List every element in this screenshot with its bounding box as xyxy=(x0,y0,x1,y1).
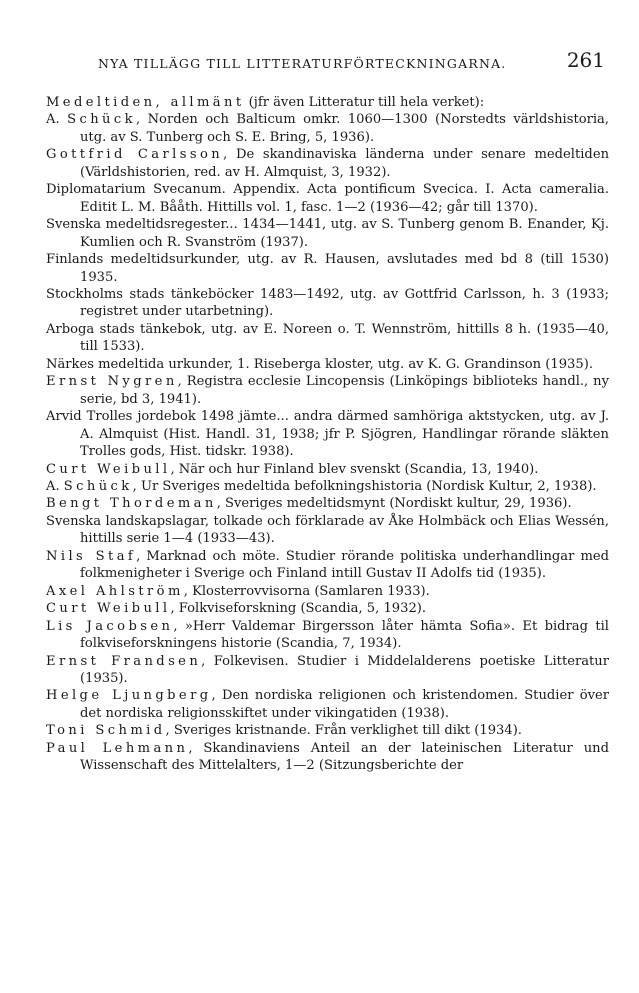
bibliography-entry: Paul Lehmann, Skandinaviens Anteil an der lateinischen Literatur und Wissenschaft des Mittelalters, 1—2 (Sitzungsberichte der xyxy=(46,740,609,774)
bibliography-entry: Helge Ljungberg, Den nordiska religionen och kristendomen. Studier över det nordiska religionsskiftet under vikingatiden (1938). xyxy=(46,688,609,721)
bibliography-list xyxy=(46,94,609,775)
author-name: Bengt Thordeman xyxy=(46,496,217,512)
author-name: Schück xyxy=(67,112,136,128)
running-title: NYA TILLÄGG TILL LITTERATURFÖRTECKNINGARNA. xyxy=(98,56,507,71)
bibliography-entry: Svenska landskapslagar, tolkade och förklarade av Åke Holmbäck och Elias Wessén, hittills serie 1—4 (1933—43). xyxy=(46,513,609,547)
bibliography-entry: Ernst Frandsen, Folkevisen. Studier i Middelalderens poetiske Litteratur (1935). xyxy=(46,653,609,686)
bibliography-entry: Svenska medeltidsregester... 1434—1441, utg. av S. Tunberg genom B. Enander, Kj. Kumlien och R. Svanström (1937). xyxy=(46,217,609,250)
bibliography-entry: Bengt Thordeman, Sveriges medeltidsmynt (Nordiskt kultur, 29, 1936). xyxy=(46,496,572,512)
bibliography-entry: Curt Weibull, När och hur Finland blev svenskt (Scandia, 13, 1940). xyxy=(46,461,539,477)
bibliography-entry: Curt Weibull, Folkviseforskning (Scandia, 5, 1932). xyxy=(46,601,427,617)
bibliography-entry: Nils Staf, Marknad och möte. Studier rörande politiska underhandlingar med folkmenigheter i Sverige och Finland intill Gustav II Adolfs tid (1935). xyxy=(46,548,609,582)
author-name: Nils Staf xyxy=(46,548,137,564)
section-heading: Medeltiden, allmänt xyxy=(46,95,245,110)
bibliography-entry: Stockholms stads tänkeböcker 1483—1492, utg. av Gottfrid Carlsson, h. 3 (1933; registret under utarbetning). xyxy=(46,286,609,320)
author-name: Axel Ahlström xyxy=(46,583,184,599)
bibliography-entry: Ernst Nygren, Registra ecclesie Lincopensis (Linköpings biblioteks handl., ny serie, bd 3, 1941). xyxy=(46,374,609,407)
bibliography-entry: Arvid Trolles jordebok 1498 jämte... andra därmed samhöriga aktstycken, utg. av J. A. Almquist (Hist. Handl. 31, 1938; jfr P. Sjögren, Handlingar rörande släkten Trolles gods, Hist. tidskr. 1938). xyxy=(46,409,609,460)
bibliography-entry: Arboga stads tänkebok, utg. av E. Noreen o. T. Wennström, hittills 8 h. (1935—40, till 1533). xyxy=(46,321,609,355)
author-name: Toni Schmid xyxy=(46,723,166,739)
author-name: Curt Weibull xyxy=(46,601,171,617)
author-name: Schück xyxy=(63,478,133,494)
author-name: Ernst Nygren xyxy=(46,374,178,390)
bibliography-entry: Gottfrid Carlsson, De skandinaviska länderna under senare medeltiden (Världshistorien, red. av H. Almquist, 3, 1932). xyxy=(46,147,609,180)
author-name: Helge Ljungberg xyxy=(46,688,212,704)
bibliography-entry: Finlands medeltidsurkunder, utg. av R. Hausen, avslutades med bd 8 (till 1530) 1935. xyxy=(46,252,609,285)
bibliography-entry: Axel Ahlström, Klosterrovvisorna (Samlaren 1933). xyxy=(46,583,430,599)
bibliography-entry: Diplomatarium Svecanum. Appendix. Acta pontificum Svecica. I. Acta cameralia. Editit L. M. Bååth. Hittills vol. 1, fasc. 1—2 (1936—42; går till 1370). xyxy=(46,182,609,215)
page-header xyxy=(48,48,605,78)
bibliography-entry: Toni Schmid, Sveriges kristnande. Från verklighet till dikt (1934). xyxy=(46,723,522,739)
author-name: Ernst Frandsen xyxy=(46,653,202,669)
bibliography-entry: Lis Jacobsen, »Herr Valdemar Birgersson låter hämta Sofia». Et bidrag til folkviseforskningens historie (Scandia, 7, 1934). xyxy=(46,618,609,652)
page-number: 261 xyxy=(566,48,605,72)
bibliography-entry: Närkes medeltida urkunder, 1. Riseberga kloster, utg. av K. G. Grandinson (1935). xyxy=(46,356,593,372)
bibliography-entry: Medeltiden, allmänt (jfr även Litteratur till hela verket): xyxy=(46,95,485,110)
author-name: Paul Lehmann xyxy=(46,740,189,756)
author-name: Curt Weibull xyxy=(46,461,171,477)
bibliography-entry: A. Schück, Ur Sveriges medeltida befolkningshistoria (Nordisk Kultur, 2, 1938). xyxy=(46,478,597,494)
author-name: Gottfrid Carlsson xyxy=(46,147,224,163)
author-name: Lis Jacobsen xyxy=(46,618,174,634)
bibliography-entry: A. Schück, Norden och Balticum omkr. 1060—1300 (Norstedts världshistoria, utg. av S. Tunberg och S. E. Bring, 5, 1936). xyxy=(46,112,610,145)
